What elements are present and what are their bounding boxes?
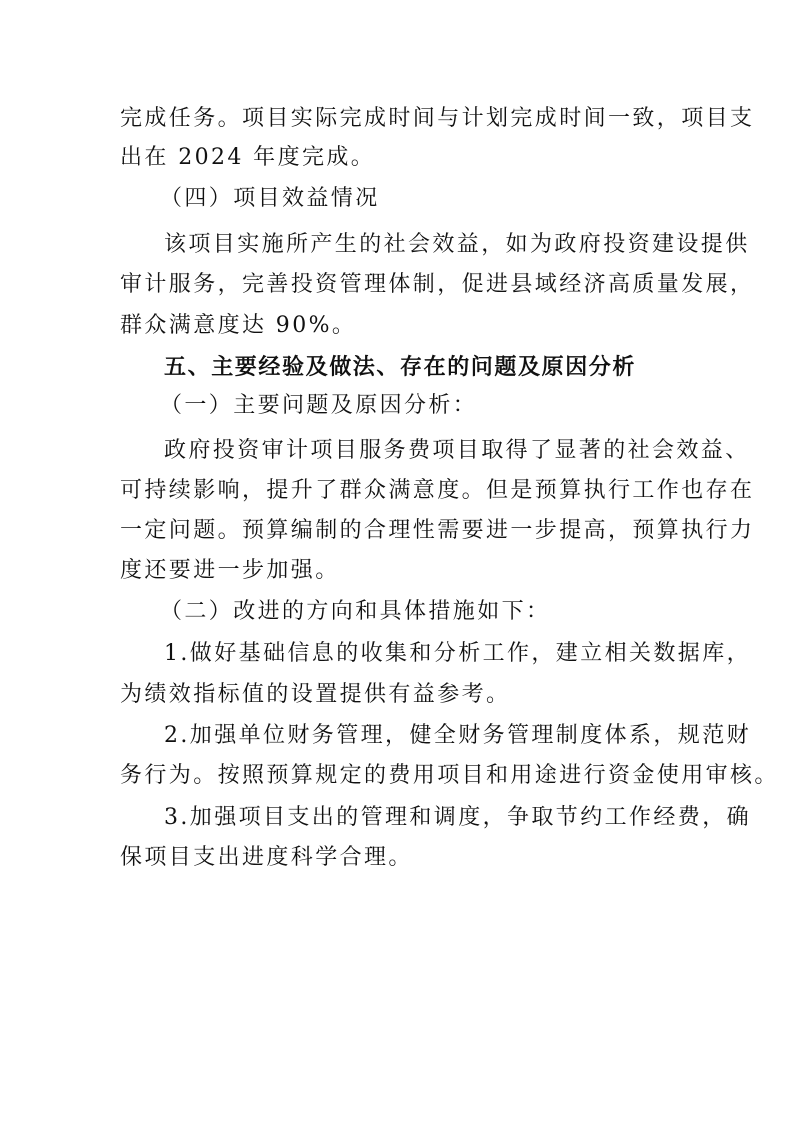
list-item-line: 保项目支出进度科学合理。 xyxy=(120,845,413,870)
subsection-heading: （四）项目效益情况 xyxy=(160,186,380,211)
paragraph-line: 该项目实施所产生的社会效益，如为政府投资建设提供 xyxy=(164,232,750,257)
list-item-line: 2.加强单位财务管理，健全财务管理制度体系，规范财 xyxy=(164,723,751,748)
list-item-line: 务行为。按照预算规定的费用项目和用途进行资金使用审核。 xyxy=(120,763,779,788)
paragraph-line: 出在 2024 年度完成。 xyxy=(120,145,376,170)
list-item-line: 1.做好基础信息的收集和分析工作，建立相关数据库， xyxy=(164,641,751,666)
paragraph-line: 一定问题。预算编制的合理性需要进一步提高，预算执行力 xyxy=(120,518,755,543)
paragraph-line: 可持续影响，提升了群众满意度。但是预算执行工作也存在 xyxy=(120,478,755,503)
section-heading: 五、主要经验及做法、存在的问题及原因分析 xyxy=(164,355,637,380)
paragraph-line: 度还要进一步加强。 xyxy=(120,558,340,583)
paragraph-line: 完成任务。项目实际完成时间与计划完成时间一致，项目支 xyxy=(120,106,755,131)
list-item-line: 为绩效指标值的设置提供有益参考。 xyxy=(120,682,511,707)
paragraph-line: 审计服务，完善投资管理体制，促进县域经济高质量发展， xyxy=(120,272,755,297)
paragraph-line: 政府投资审计项目服务费项目取得了显著的社会效益、 xyxy=(164,438,750,463)
list-item-line: 3.加强项目支出的管理和调度，争取节约工作经费，确 xyxy=(164,805,751,830)
paragraph-line: 群众满意度达 90%。 xyxy=(120,313,357,338)
subsection-heading: （二）改进的方向和具体措施如下： xyxy=(160,599,551,624)
subsection-heading: （一）主要问题及原因分析： xyxy=(160,393,478,418)
